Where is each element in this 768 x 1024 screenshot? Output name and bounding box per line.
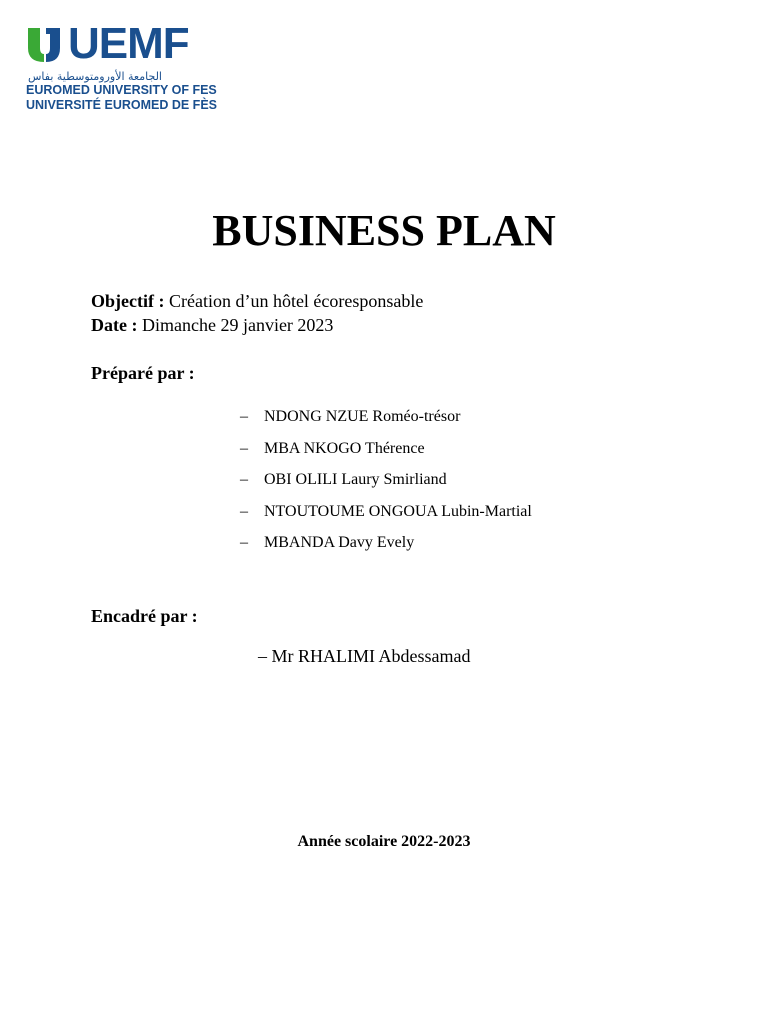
date-value: Dimanche 29 janvier 2023 xyxy=(141,315,334,335)
list-dash: – xyxy=(240,439,248,457)
list-dash: – xyxy=(240,502,248,520)
supervisor-name: – Mr RHALIMI Abdessamad xyxy=(258,646,471,666)
date-line xyxy=(91,313,333,337)
supervised-by-heading: Encadré par : xyxy=(91,606,198,626)
authors-list xyxy=(240,407,532,565)
logo-arabic-name: الجامعة الأورومتوسطية بفاس xyxy=(28,70,162,83)
objective-value: Création d’un hôtel écoresponsable xyxy=(168,291,424,311)
author-name: MBA NKOGO Thérence xyxy=(264,439,425,457)
author-item xyxy=(240,439,532,471)
logo-top-row xyxy=(26,19,216,68)
logo-wordmark: UEMF xyxy=(68,19,189,68)
prepared-by-heading: Préparé par : xyxy=(91,363,195,383)
school-year: Année scolaire 2022-2023 xyxy=(297,833,471,850)
author-item xyxy=(240,407,532,439)
author-item xyxy=(240,502,532,534)
objective-line xyxy=(91,289,423,313)
author-name: NTOUTOUME ONGOUA Lubin-Martial xyxy=(264,502,532,520)
logo-french-name: UNIVERSITÉ EUROMED DE FÈS xyxy=(26,98,217,112)
logo-english-name: EUROMED UNIVERSITY OF FES xyxy=(26,83,217,97)
date-label: Date : xyxy=(91,315,138,335)
uemf-emblem-icon xyxy=(26,24,62,64)
university-logo xyxy=(26,19,217,113)
document-title: BUSINESS PLAN xyxy=(212,206,556,255)
author-name: NDONG NZUE Roméo-trésor xyxy=(264,408,461,425)
author-item xyxy=(240,470,532,502)
author-item xyxy=(240,533,532,565)
list-dash: – xyxy=(240,534,248,551)
objective-label: Objectif : xyxy=(91,291,165,311)
list-dash: – xyxy=(240,408,248,425)
list-dash: – xyxy=(240,471,248,488)
author-name: OBI OLILI Laury Smirliand xyxy=(264,471,447,488)
author-name: MBANDA Davy Evely xyxy=(264,534,415,551)
